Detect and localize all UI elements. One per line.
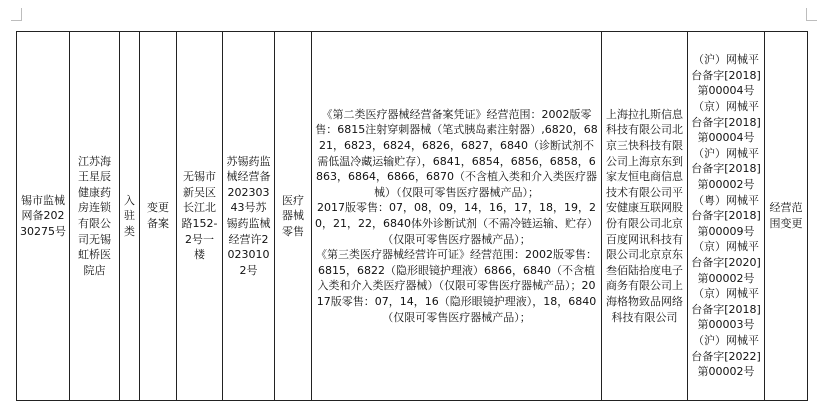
- platform-records-cell: （沪）网械平台备字[2018]第00004号（京）网械平台备字[2018]第00004号（沪）网械平台备字[2018]第00002号（粤）网械平台备字[2018]第00009号（京）网械平台备字[2020]第00002号（京）网械平台备字[2018]第00003号（沪）网械平台备字[2022]第00002号: [688, 32, 765, 401]
- scope-paragraph-2: 2017版零售：07，08，09，14，16，17，18，19，20，21，22，6840体外诊断试剂（不需冷链运输、贮存）（仅限可零售医疗器械产品）；: [315, 201, 598, 246]
- business-scope-cell: [312, 32, 602, 401]
- scope-paragraph-3: 《第三类医疗器械经营许可证》经营范围：2002版零售：6815，6822（隐形眼镜护理液）6866，6840（不含植入类和介入类医疗器械）（仅限可零售医疗器械产品）；2017版零售：07，14，16（隐形眼镜护理液），18，6840（仅限可零售医疗器械产品）；: [316, 248, 597, 324]
- company-name-cell: 江苏海王星辰健康药房连锁有限公司无锡虹桥医院店: [70, 32, 120, 401]
- margin-corner-mark-right: [806, 8, 817, 21]
- category-cell: 入驻类: [120, 32, 140, 401]
- address-cell: 无锡市新吴区长江北路152-2号一楼: [177, 32, 223, 401]
- scope-paragraph-1: 《第二类医疗器械经营备案凭证》经营范围：2002版零售：6815注射穿刺器械（笔式胰岛素注射器）,6820，6821，6823，6824，6826，6827，6840（诊断试剂不需低温冷藏运输贮存），6841，6854，6856，6858，6863，6864，6866，6870（不含植入类和介入类医疗器械）（仅限可零售医疗器械产品）；: [315, 107, 598, 199]
- record-table: [16, 31, 808, 401]
- platform-companies-cell: 上海拉扎斯信息科技有限公司北京三快科技有限公司上海京东到家友恒电商信息技术有限公司平安健康互联网股份有限公司北京百度网讯科技有限公司北京京东叁佰陆拾度电子商务有限公司上海格物致品网络科技有限公司: [602, 32, 688, 401]
- business-type-cell: 医疗器械零售: [275, 32, 312, 401]
- table-row: [17, 32, 808, 401]
- record-number-cell: 锡市监械网备20230275号: [17, 32, 70, 401]
- license-cell: 苏锡药监械经营备20230343号苏锡药监械经营许20230102号: [223, 32, 275, 401]
- change-type-cell: 变更备案: [140, 32, 177, 401]
- margin-corner-mark-left: [11, 8, 22, 21]
- remark-cell: 经营范围变更: [765, 32, 808, 401]
